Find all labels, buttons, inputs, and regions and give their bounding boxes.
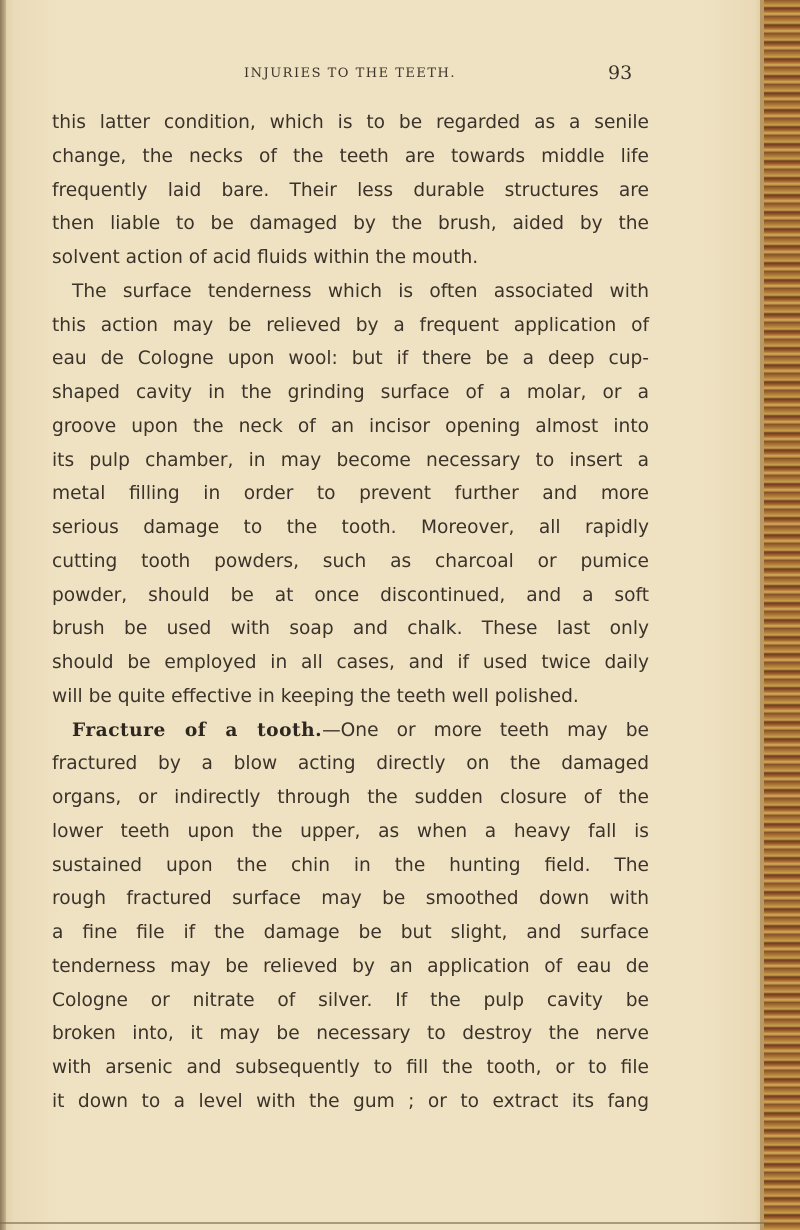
page-header xyxy=(0,62,800,86)
text-line: then liable to be damaged by the brush, aided by the xyxy=(52,213,649,235)
text-line: shaped cavity in the grinding surface of a molar, or a xyxy=(52,382,649,403)
page-gutter-shadow xyxy=(0,0,6,1230)
book-cover-edge xyxy=(764,0,800,1230)
text-line: brush be used with soap and chalk. These last only xyxy=(52,618,649,640)
text-line: with arsenic and subsequently to fill the tooth, or to file xyxy=(52,1057,649,1078)
text-line: eau de Cologne upon wool: but if there be a deep cup- xyxy=(52,348,649,370)
text-line: should be employed in all cases, and if used twice daily xyxy=(52,652,649,673)
text-line: tenderness may be relieved by an application of eau de xyxy=(52,955,649,977)
section-heading: Fracture of a tooth. xyxy=(72,719,323,741)
text-line: its pulp chamber, in may become necessary to insert a xyxy=(52,449,649,471)
text-line: this latter condition, which is to be regarded as a senile xyxy=(52,112,649,133)
text-line: rough fractured surface may be smoothed down with xyxy=(52,888,649,910)
text-line: solvent action of acid fluids within the mouth. xyxy=(52,247,479,268)
page-bottom-edge xyxy=(0,1222,765,1224)
text-line: lower teeth upon the upper, as when a heavy fall is xyxy=(52,820,649,842)
section-first-line xyxy=(52,714,649,748)
text-line: The surface tenderness which is often associated with xyxy=(72,280,649,302)
text-line: frequently laid bare. Their less durable structures are xyxy=(52,179,649,201)
running-head: INJURIES TO THE TEETH. xyxy=(243,66,456,81)
text-line: cutting tooth powders, such as charcoal or pumice xyxy=(52,550,649,572)
text-line: it down to a level with the gum ; or to extract its fang xyxy=(52,1090,649,1112)
section-first-line-rest: —One or more teeth may be xyxy=(322,719,649,741)
text-line: a fine file if the damage be but slight, and surface xyxy=(52,922,649,943)
text-line: sustained upon the chin in the hunting field. The xyxy=(52,854,649,876)
page-number: 93 xyxy=(608,62,633,84)
text-line: this action may be relieved by a frequent application of xyxy=(52,314,649,336)
text-line: metal filling in order to prevent further and more xyxy=(52,483,649,505)
text-line: Cologne or nitrate of silver. If the pulp cavity be xyxy=(52,989,649,1011)
text-line: change, the necks of the teeth are towards middle life xyxy=(52,145,649,167)
text-line: broken into, it may be necessary to destroy the nerve xyxy=(52,1023,649,1045)
text-line: groove upon the neck of an incisor opening almost into xyxy=(52,415,649,437)
text-line: fractured by a blow acting directly on the damaged xyxy=(52,753,649,775)
text-line: will be quite effective in keeping the teeth well polished. xyxy=(52,685,579,707)
text-line: serious damage to the tooth. Moreover, all rapidly xyxy=(52,517,649,538)
text-line: powder, should be at once discontinued, and a soft xyxy=(52,584,649,606)
body-text xyxy=(52,106,649,1119)
text-line: organs, or indirectly through the sudden closure of the xyxy=(52,787,649,808)
